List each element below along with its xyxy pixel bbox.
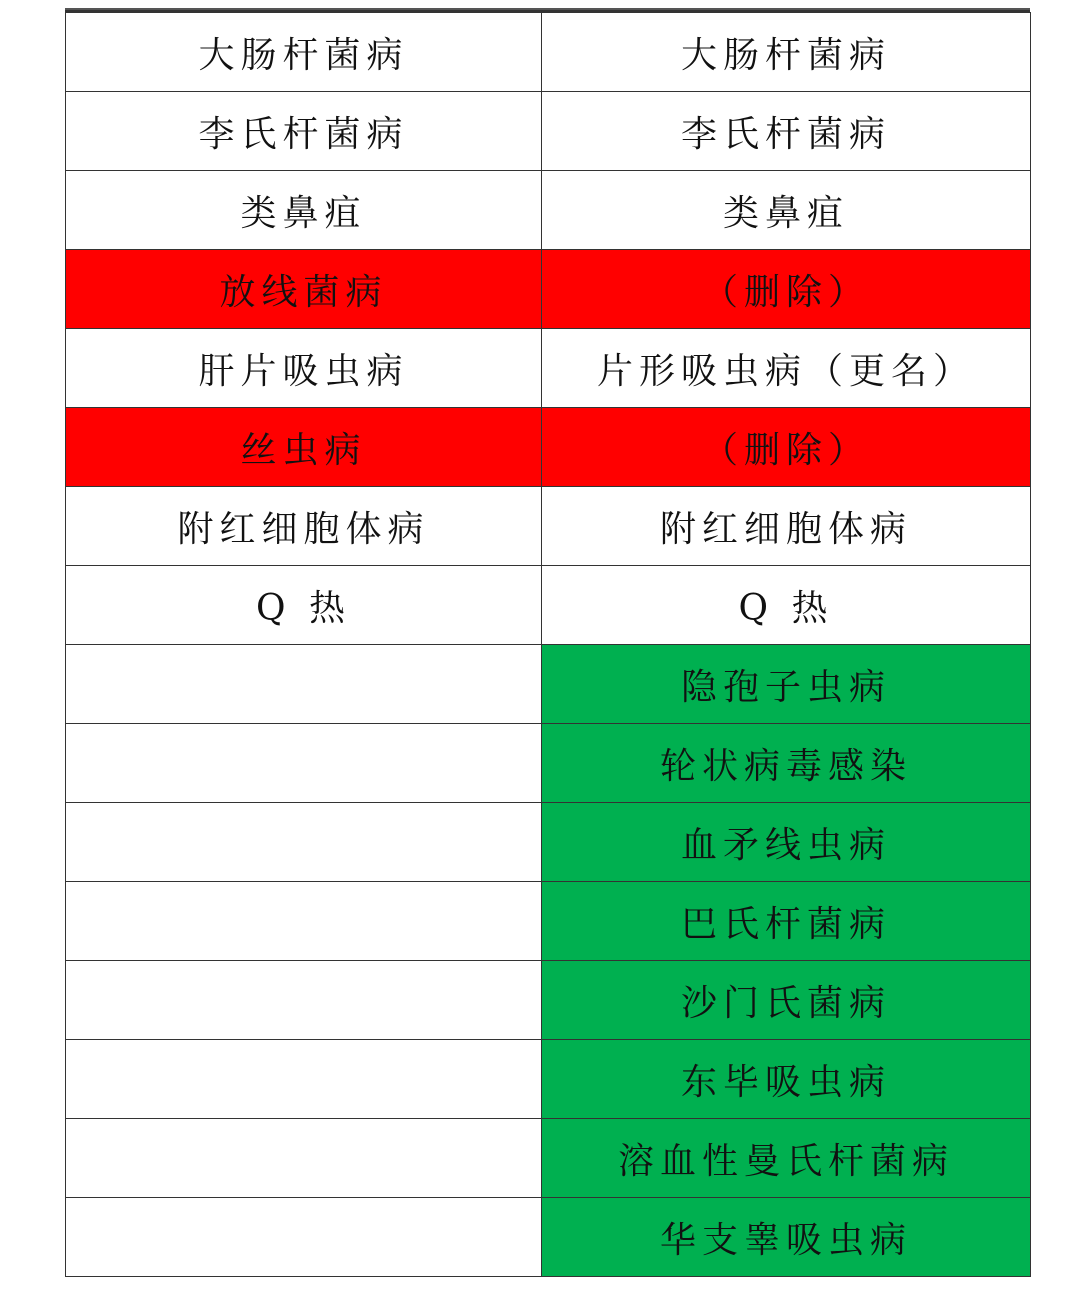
- old-disease-cell: [66, 1040, 542, 1119]
- new-disease-cell: 类鼻疽: [542, 171, 1031, 250]
- old-disease-cell: [66, 1198, 542, 1277]
- table-row: [66, 566, 1031, 645]
- table-row: [66, 882, 1031, 961]
- old-disease-cell: 放线菌病: [66, 250, 542, 329]
- table-body: [66, 13, 1031, 1277]
- old-disease-cell: [66, 882, 542, 961]
- table-row: [66, 724, 1031, 803]
- disease-table: [65, 12, 1031, 1277]
- new-disease-cell: 血矛线虫病: [542, 803, 1031, 882]
- old-disease-cell: [66, 724, 542, 803]
- new-disease-cell: 巴氏杆菌病: [542, 882, 1031, 961]
- table-row: [66, 13, 1031, 92]
- new-disease-cell: 华支睾吸虫病: [542, 1198, 1031, 1277]
- old-disease-cell: 附红细胞体病: [66, 487, 542, 566]
- old-disease-cell: 丝虫病: [66, 408, 542, 487]
- table-row: [66, 250, 1031, 329]
- new-disease-cell: 附红细胞体病: [542, 487, 1031, 566]
- old-disease-cell: [66, 1119, 542, 1198]
- new-disease-cell: 片形吸虫病（更名）: [542, 329, 1031, 408]
- new-disease-cell: 大肠杆菌病: [542, 13, 1031, 92]
- table-row: [66, 92, 1031, 171]
- table-row: [66, 645, 1031, 724]
- table-row: [66, 408, 1031, 487]
- new-disease-cell: 隐孢子虫病: [542, 645, 1031, 724]
- old-disease-cell: [66, 803, 542, 882]
- disease-table-container: [65, 10, 1030, 1277]
- table-row: [66, 329, 1031, 408]
- old-disease-cell: Q 热: [66, 566, 542, 645]
- old-disease-cell: 肝片吸虫病: [66, 329, 542, 408]
- new-disease-cell: 李氏杆菌病: [542, 92, 1031, 171]
- new-disease-cell: （删除）: [542, 250, 1031, 329]
- new-disease-cell: 东毕吸虫病: [542, 1040, 1031, 1119]
- old-disease-cell: [66, 961, 542, 1040]
- new-disease-cell: Q 热: [542, 566, 1031, 645]
- table-row: [66, 1119, 1031, 1198]
- old-disease-cell: 大肠杆菌病: [66, 13, 542, 92]
- table-row: [66, 1198, 1031, 1277]
- table-row: [66, 961, 1031, 1040]
- new-disease-cell: （删除）: [542, 408, 1031, 487]
- old-disease-cell: 李氏杆菌病: [66, 92, 542, 171]
- table-row: [66, 171, 1031, 250]
- new-disease-cell: 轮状病毒感染: [542, 724, 1031, 803]
- old-disease-cell: 类鼻疽: [66, 171, 542, 250]
- table-row: [66, 803, 1031, 882]
- table-row: [66, 1040, 1031, 1119]
- new-disease-cell: 溶血性曼氏杆菌病: [542, 1119, 1031, 1198]
- old-disease-cell: [66, 645, 542, 724]
- table-row: [66, 487, 1031, 566]
- new-disease-cell: 沙门氏菌病: [542, 961, 1031, 1040]
